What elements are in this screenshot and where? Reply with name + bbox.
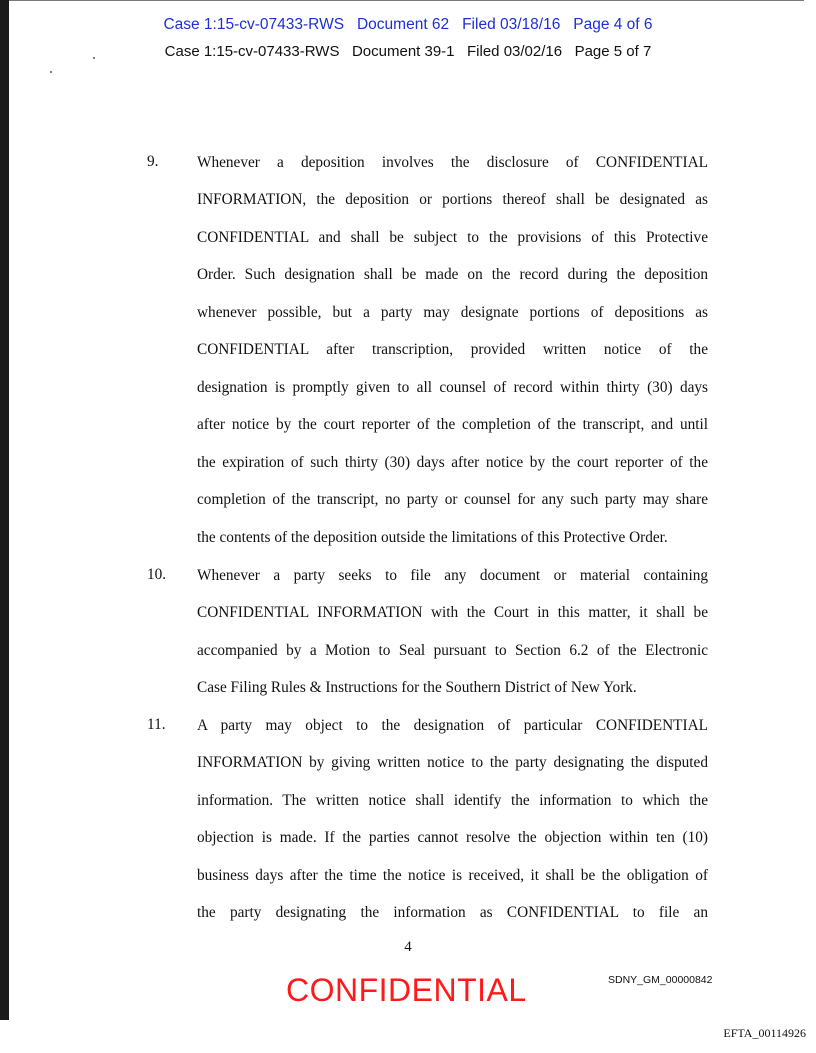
paragraph-line: A party may object to the designation of particular CONFIDENTIAL <box>197 717 708 734</box>
paragraph-number: 10. <box>147 566 167 583</box>
paragraph-line: Whenever a party seeks to file any document or material containing <box>197 567 708 584</box>
paragraph-line: completion of the transcript, no party or counsel for any such party may share <box>197 491 708 508</box>
paragraph-line: business days after the time the notice is received, it shall be the obligation of <box>197 867 708 884</box>
scan-edge <box>0 0 9 1020</box>
paragraph-line: Order. Such designation shall be made on the record during the deposition <box>197 266 708 283</box>
bates-number: SDNY_GM_00000842 <box>608 974 713 986</box>
original-case-header: Case 1:15-cv-07433-RWS Document 39-1 Filed 03/02/16 Page 5 of 7 <box>164 43 652 60</box>
paragraph-line: CONFIDENTIAL and shall be subject to the provisions of this Protective <box>197 229 708 246</box>
paragraph-line: Whenever a deposition involves the disclosure of CONFIDENTIAL <box>197 154 708 171</box>
paragraph-line: CONFIDENTIAL after transcription, provided written notice of the <box>197 341 708 358</box>
paragraph-line: whenever possible, but a party may designate portions of depositions as <box>197 304 708 321</box>
page-number: 4 <box>404 939 412 955</box>
paragraph-line: information. The written notice shall identify the information to which the <box>197 792 708 809</box>
paragraph-line: after notice by the court reporter of the completion of the transcript, and until <box>197 416 708 433</box>
paragraph-line: designation is promptly given to all counsel of record within thirty (30) days <box>197 379 708 396</box>
paragraph-line: the contents of the deposition outside the limitations of this Protective Order. <box>197 529 668 546</box>
scan-speck <box>50 71 52 73</box>
confidential-stamp: CONFIDENTIAL <box>286 972 527 1008</box>
paragraph-number: 9. <box>147 153 159 170</box>
scan-top-line <box>9 0 804 1</box>
paragraph-line: objection is made. If the parties cannot resolve the objection within ten (10) <box>197 829 708 846</box>
paragraph-line: accompanied by a Motion to Seal pursuant to Section 6.2 of the Electronic <box>197 642 708 659</box>
paragraph-line: the party designating the information as CONFIDENTIAL to file an <box>197 904 708 921</box>
paragraph-number: 11. <box>147 716 166 733</box>
ecf-header-stamp: Case 1:15-cv-07433-RWS Document 62 Filed 03/18/16 Page 4 of 6 <box>163 16 653 33</box>
paragraph-line: INFORMATION, the deposition or portions thereof shall be designated as <box>197 191 708 208</box>
paragraph-line: INFORMATION by giving written notice to the party designating the disputed <box>197 754 708 771</box>
paragraph-line: CONFIDENTIAL INFORMATION with the Court in this matter, it shall be <box>197 604 708 621</box>
paragraph-line: the expiration of such thirty (30) days after notice by the court reporter of the <box>197 454 708 471</box>
paragraph-line: Case Filing Rules & Instructions for the Southern District of New York. <box>197 679 637 696</box>
efta-number: EFTA_00114926 <box>723 1026 806 1040</box>
